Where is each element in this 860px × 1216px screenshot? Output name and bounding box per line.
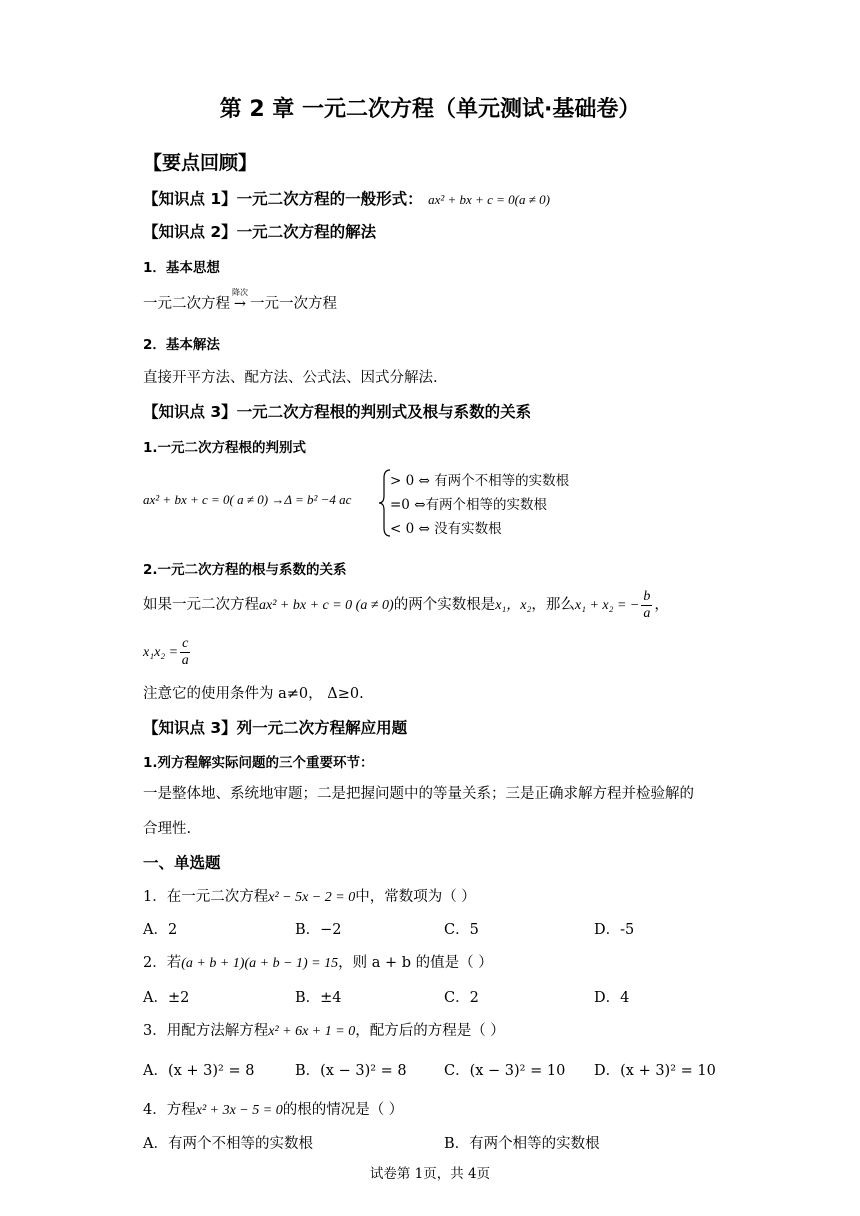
disc-case-positive: > 0 ⇔ 有两个不相等的实数根 xyxy=(390,473,570,489)
vieta-product-line xyxy=(143,636,192,670)
question-2-stem xyxy=(143,951,493,972)
kp2-s2-text: 直接开平方法、配方法、公式法、因式分解法. xyxy=(143,370,438,386)
disc-case-zero: =0 ⇔有两个相等的实数根 xyxy=(390,497,548,513)
vieta-line xyxy=(143,588,669,623)
kp2-s1-line xyxy=(143,288,337,313)
question-1-math: x² − 5x − 2 = 0 xyxy=(268,890,356,905)
question-1-option-d: D．-5 xyxy=(594,922,635,938)
question-1-option-c: C．5 xyxy=(444,922,479,938)
question-2-option-b: B．±4 xyxy=(295,990,342,1006)
question-4-option-a: A．有两个不相等的实数根 xyxy=(143,1136,313,1152)
kp1-formula: ax² + bx + c = 0(a ≠ 0) xyxy=(428,192,550,207)
question-4-stem xyxy=(143,1098,403,1119)
question-3-option-d: D．(x + 3)² = 10 xyxy=(594,1063,716,1079)
question-3-pre: 3．用配方法解方程 xyxy=(143,1023,269,1039)
vieta-sum: x₁ + x₂ = − xyxy=(574,598,640,613)
vieta-text-3: ，那么 xyxy=(531,597,575,613)
vieta-comma: ， xyxy=(654,597,669,613)
kp1-line xyxy=(143,187,550,209)
kp3-heading: 【知识点 3】一元二次方程根的判别式及根与系数的关系 xyxy=(143,403,532,421)
question-1-pre: 1．在一元二次方程 xyxy=(143,889,269,905)
vieta-sum-fraction xyxy=(641,589,652,622)
page-footer: 试卷第 1页，共 4页 xyxy=(369,1166,491,1182)
question-3-stem xyxy=(143,1019,505,1040)
question-2-option-c: C．2 xyxy=(444,990,479,1006)
kp2-s2-heading: 2．基本解法 xyxy=(143,337,220,353)
question-2-math: (a + b + 1)(a + b − 1) = 15 xyxy=(181,956,339,971)
question-2-pre: 2．若 xyxy=(143,955,182,971)
page-title: 第 2 章 一元二次方程（单元测试·基础卷） xyxy=(219,97,641,122)
vieta-sum-numerator: b xyxy=(643,588,651,604)
question-2-option-a: A．±2 xyxy=(143,990,190,1006)
question-1-option-b: B．−2 xyxy=(295,922,342,938)
vieta-equation: ax² + bx + c = 0 (a ≠ 0) xyxy=(259,598,394,613)
question-3-option-a: A．(x + 3)² = 8 xyxy=(143,1063,255,1079)
kp4-s1-heading: 1.列方程解实际问题的三个重要环节： xyxy=(143,755,374,771)
disc-case-negative: < 0 ⇔ 没有实数根 xyxy=(390,521,502,537)
vieta-roots: x₁，x₂ xyxy=(495,598,532,613)
vieta-product: x₁x₂ = xyxy=(143,645,179,660)
vieta-text-1: 如果一元二次方程 xyxy=(143,597,259,613)
question-3-option-b: B．(x − 3)² = 8 xyxy=(295,1063,407,1079)
kp2-s1-right: 一元一次方程 xyxy=(250,296,337,312)
question-2-post: ，则 a + b 的值是（ ） xyxy=(338,955,493,971)
question-4-math: x² + 3x − 5 = 0 xyxy=(195,1103,283,1118)
question-3-post: ，配方后的方程是（ ） xyxy=(355,1023,505,1039)
kp3-s1-heading: 1.一元二次方程根的判别式 xyxy=(143,440,307,456)
kp2-s1-left: 一元二次方程 xyxy=(143,296,230,312)
kp2-heading: 【知识点 2】一元二次方程的解法 xyxy=(143,223,377,241)
kp4-text-line-2: 合理性. xyxy=(143,821,192,837)
vieta-product-numerator: c xyxy=(182,636,189,652)
kp2-s1-heading: 1．基本思想 xyxy=(143,260,220,276)
question-1-stem xyxy=(143,885,476,906)
question-1-option-a: A．2 xyxy=(143,922,178,938)
question-4-option-b: B．有两个相等的实数根 xyxy=(444,1136,600,1152)
vieta-product-denominator: a xyxy=(181,653,189,669)
review-heading: 【要点回顾】 xyxy=(143,152,258,174)
question-4-pre: 4．方程 xyxy=(143,1102,196,1118)
discriminant-formula: ax² + bx + c = 0( a ≠ 0) →Δ = b² −4 ac xyxy=(143,492,352,507)
section-single-choice: 一、单选题 xyxy=(143,854,221,872)
reduce-arrow: 降次 → xyxy=(232,288,248,312)
vieta-note: 注意它的使用条件为 a≠0， Δ≥0. xyxy=(143,686,364,702)
question-3-option-c: C．(x − 3)² = 10 xyxy=(444,1063,566,1079)
question-3-math: x² + 6x + 1 = 0 xyxy=(268,1024,356,1039)
vieta-sum-denominator: a xyxy=(643,605,651,621)
question-2-option-d: D．4 xyxy=(594,990,630,1006)
kp4-heading: 【知识点 3】列一元二次方程解应用题 xyxy=(143,719,408,737)
vieta-product-fraction xyxy=(180,636,190,669)
vieta-text-2: 的两个实数根是 xyxy=(393,597,496,613)
kp4-text-line-1: 一是整体地、系统地审题；二是把握问题中的等量关系；三是正确求解方程并检验解的 xyxy=(143,786,694,802)
kp3-s2-heading: 2.一元二次方程的根与系数的关系 xyxy=(143,562,347,578)
reduce-arrow-label: 降次 xyxy=(232,288,248,297)
question-1-post: 中，常数项为（ ） xyxy=(355,889,476,905)
kp1-label: 【知识点 1】一元二次方程的一般形式： xyxy=(143,190,423,208)
question-4-post: 的根的情况是（ ） xyxy=(282,1102,404,1118)
